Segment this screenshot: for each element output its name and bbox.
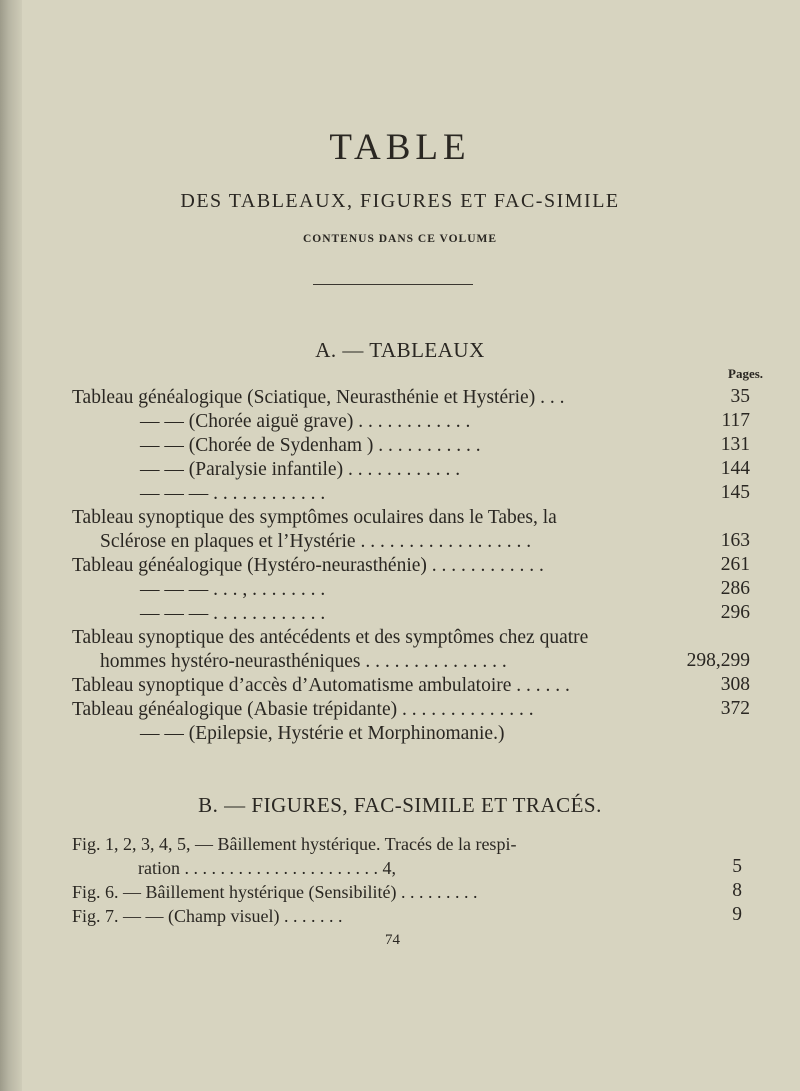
section-b-heading: B. — FIGURES, FAC-SIMILE ET TRACÉS. [198,793,602,817]
toc-entry-text: Tableau synoptique des antécédents et des symptômes chez quatre [72,627,589,648]
toc-entry-text: hommes hystéro-neurasthéniques . . . . . . . . . . . . . . . [100,651,507,672]
toc-entry-text: Tableau généalogique (Hystéro-neurasthénie) . . . . . . . . . . . . [72,555,544,576]
printer-signature: 74 [385,932,400,948]
figure-entry-page: 8 [732,880,742,901]
figure-entry-page: 5 [732,856,742,877]
toc-entry-page: 261 [720,554,750,575]
toc-entry-page: 296 [720,602,750,623]
toc-entry-page: 286 [720,578,750,599]
toc-entry-page: 145 [720,482,750,503]
page-subtitle: DES TABLEAUX, FIGURES ET FAC-SIMILE [180,190,620,212]
toc-entry-page: 131 [720,434,750,455]
toc-entry-text: — — — . . . , . . . . . . . . [140,579,326,600]
toc-entry-page: 117 [721,410,750,431]
toc-entry-text: — — — . . . . . . . . . . . . [140,483,326,504]
page-title: TABLE [329,127,471,168]
toc-entry-text: Tableau synoptique d’accès d’Automatisme ambulatoire . . . . . . [72,675,570,696]
figure-entry-text: Fig. 1, 2, 3, 4, 5, — Bâillement hystérique. Tracés de la respi- [72,834,517,854]
toc-entry-text: — — — . . . . . . . . . . . . [140,603,326,624]
toc-entry-text: Tableau synoptique des symptômes oculaires dans le Tabes, la [72,507,557,528]
toc-entry-page: 308 [720,674,750,695]
toc-entry-page: 372 [720,698,750,719]
figure-entry-text: ration . . . . . . . . . . . . . . . . . . . . . . 4, [138,858,396,878]
pages-column-label: Pages. [728,366,764,381]
toc-entry-page: 144 [720,458,750,479]
toc-entry-page: 35 [730,386,750,407]
section-divider [313,284,473,285]
figure-entry-text: Fig. 6. — Bâillement hystérique (Sensibilité) . . . . . . . . . [72,882,478,902]
toc-entry-text: Tableau généalogique (Sciatique, Neurasthénie et Hystérie) . . . [72,387,565,408]
toc-entry-text: — — (Chorée aiguë grave) . . . . . . . . . . . . [140,411,471,432]
toc-entry-page: 163 [720,530,750,551]
toc-entry-page: 298,299 [686,650,750,671]
figure-entry-page: 9 [732,904,742,925]
contents-note: CONTENUS DANS CE VOLUME [302,233,498,245]
figure-entry-text: Fig. 7. — — (Champ visuel) . . . . . . . [72,906,343,926]
toc-entry-text: — — (Chorée de Sydenham ) . . . . . . . . . . . [140,435,481,456]
toc-entry-text: Tableau généalogique (Abasie trépidante) . . . . . . . . . . . . . . [72,699,534,720]
toc-entry-text: — — (Paralysie infantile) . . . . . . . . . . . . [140,459,461,480]
toc-entry-text: — — (Epilepsie, Hystérie et Morphinomanie.) [140,723,505,744]
section-a-heading: A. — TABLEAUX [315,338,485,362]
toc-entry-text: Sclérose en plaques et l’Hystérie . . . . . . . . . . . . . . . . . . [100,531,532,552]
